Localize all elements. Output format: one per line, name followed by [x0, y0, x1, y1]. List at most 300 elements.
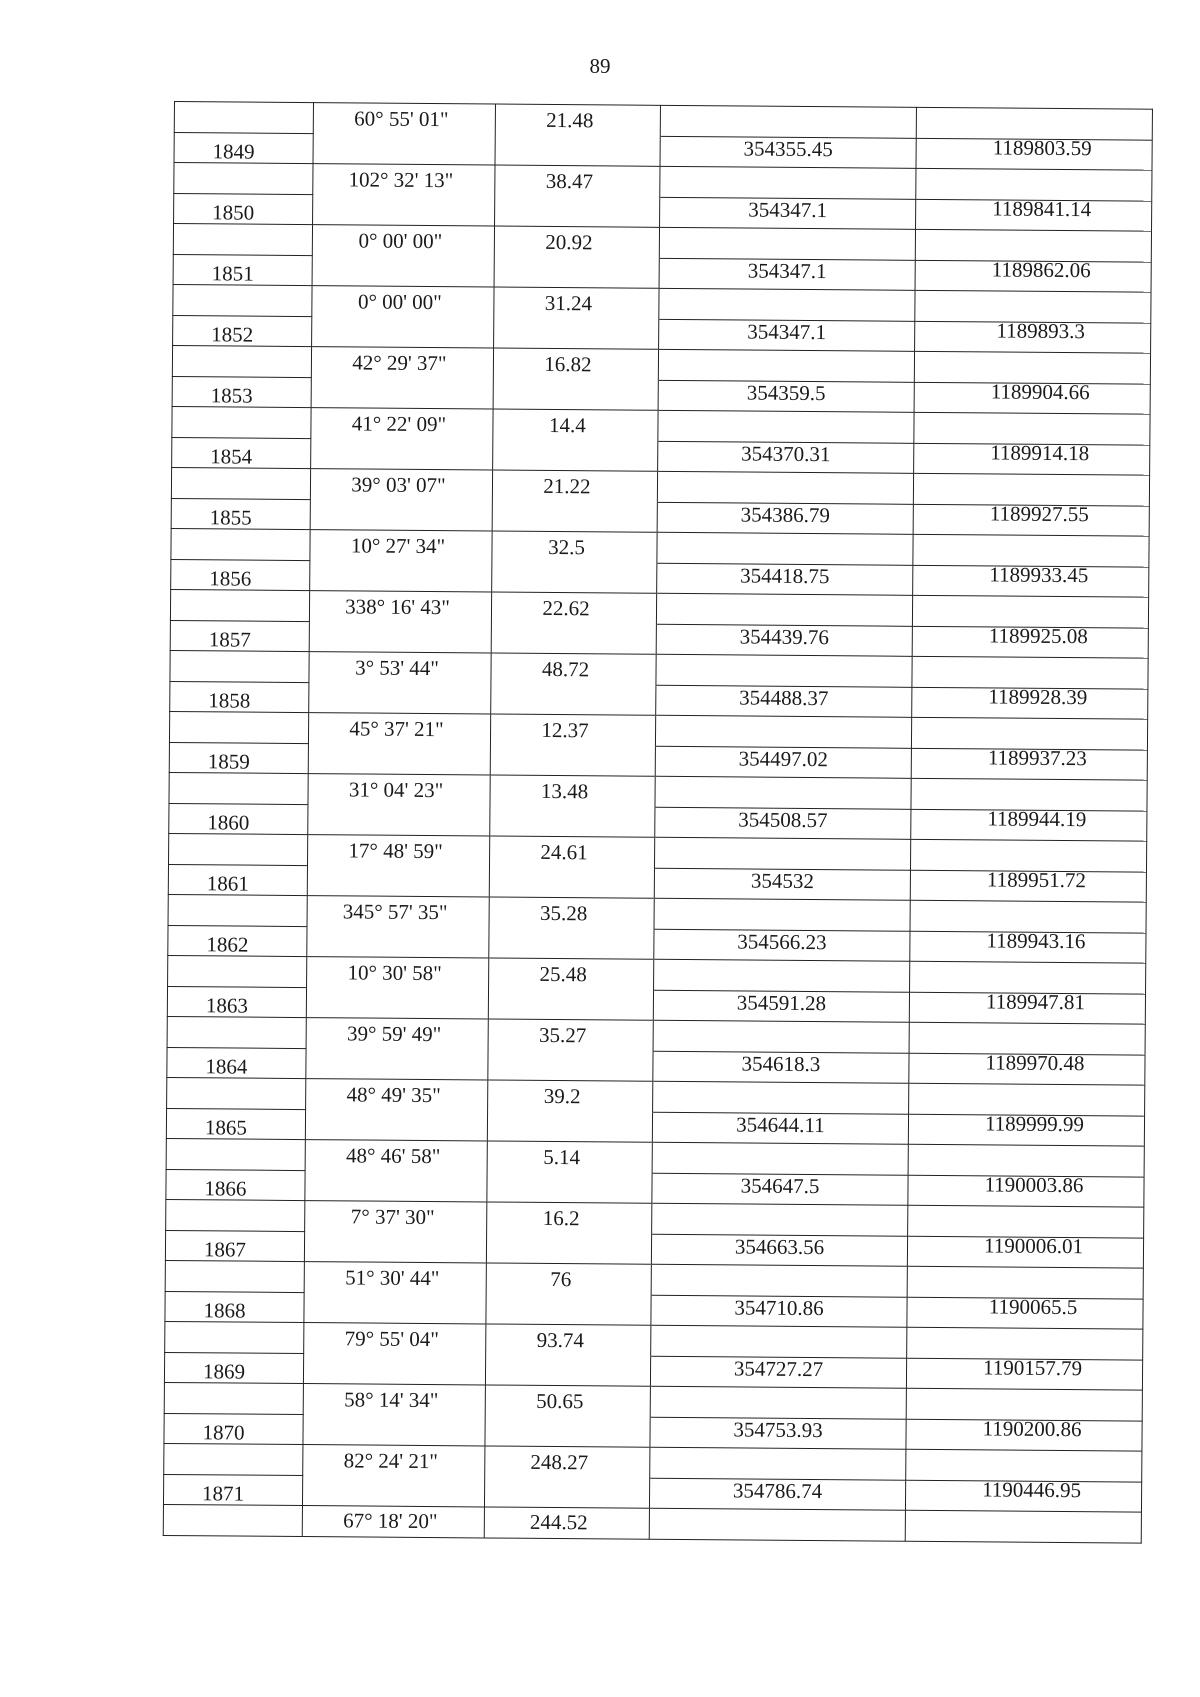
point-id-cell [164, 1352, 303, 1384]
distance-cell [494, 318, 659, 350]
point-id-cell [172, 376, 311, 408]
northing-cell [916, 196, 1152, 231]
northing-cell-text: 1190003.86 [984, 1172, 1084, 1197]
distance-cell [485, 1415, 650, 1447]
point-id-cell [173, 254, 312, 286]
point-id-cell [173, 315, 312, 347]
distance-cell [491, 623, 656, 655]
easting-cell [651, 1234, 907, 1267]
point-id-cell-text: 1866 [204, 1176, 247, 1201]
point-cell [173, 224, 312, 256]
easting-cell [653, 1081, 909, 1114]
northing-cell [915, 257, 1151, 292]
easting-cell [654, 898, 910, 931]
northing-cell [915, 318, 1151, 353]
bearing-cell-text: 338° 16' 43" [345, 593, 451, 619]
bearing-cell [304, 1323, 486, 1355]
easting-cell [653, 1020, 909, 1053]
bearing-cell [308, 804, 490, 836]
point-id-cell-text: 1864 [205, 1054, 248, 1079]
easting-cell-text: 354647.5 [740, 1173, 820, 1198]
easting-cell [654, 837, 910, 870]
easting-cell [650, 1356, 906, 1389]
easting-cell [655, 807, 911, 840]
easting-cell-text: 354488.37 [739, 685, 829, 710]
northing-cell-text: 1189999.99 [984, 1111, 1085, 1136]
point-id-cell-text: 1851 [211, 261, 254, 286]
easting-cell [651, 1325, 907, 1358]
point-id-cell-text: 1870 [202, 1420, 245, 1445]
bearing-cell [312, 286, 494, 318]
distance-cell-text: 31.24 [544, 290, 593, 315]
easting-cell-text: 354439.76 [739, 624, 830, 649]
northing-cell-text: 1190446.95 [982, 1477, 1082, 1502]
distance-cell [487, 1141, 652, 1173]
easting-cell-text: 354532 [750, 868, 814, 893]
point-id-cell-text: 1861 [206, 871, 249, 896]
point-cell [172, 406, 311, 438]
northing-cell [913, 501, 1149, 536]
easting-cell [656, 624, 912, 657]
distance-cell [488, 988, 653, 1020]
easting-cell [659, 227, 915, 260]
point-cell [165, 1260, 304, 1292]
easting-cell [660, 197, 916, 230]
bearing-cell [302, 1506, 484, 1538]
bearing-cell [310, 530, 492, 562]
northing-cell [909, 1050, 1145, 1085]
point-id-cell-text: 1867 [203, 1237, 247, 1262]
coordinate-table [163, 101, 1153, 1543]
easting-cell [660, 105, 916, 138]
point-cell [163, 1504, 302, 1536]
northing-cell-text: 1189862.06 [991, 257, 1091, 282]
bearing-cell [313, 164, 495, 196]
bearing-cell [306, 1079, 488, 1111]
point-cell [171, 528, 310, 560]
point-id-cell [168, 864, 307, 896]
distance-cell [492, 562, 657, 594]
northing-cell-text: 1190065.5 [988, 1294, 1078, 1319]
bearing-cell [312, 255, 494, 287]
bearing-cell-text: 60° 55' 01" [354, 105, 449, 131]
easting-cell [652, 1142, 908, 1175]
bearing-cell [310, 469, 492, 501]
point-cell [167, 1077, 306, 1109]
point-id-cell-text: 1854 [210, 444, 253, 469]
distance-cell [493, 379, 658, 411]
distance-cell-text: 50.65 [536, 1388, 584, 1413]
easting-cell [655, 746, 911, 779]
bearing-cell [308, 835, 490, 867]
distance-cell [493, 348, 658, 380]
easting-cell [660, 166, 916, 199]
distance-cell-text: 93.74 [536, 1327, 585, 1352]
distance-cell [490, 775, 655, 807]
bearing-cell-text: 42° 29' 37" [352, 349, 447, 375]
bearing-cell [310, 560, 492, 592]
bearing-cell-text: 345° 57' 35" [342, 898, 448, 924]
northing-cell-text: 1190157.79 [982, 1355, 1083, 1380]
easting-cell [655, 715, 911, 748]
easting-cell [649, 1508, 905, 1541]
bearing-cell [305, 1109, 487, 1141]
northing-cell [905, 1510, 1141, 1542]
distance-cell [493, 440, 658, 472]
bearing-cell-text: 82° 24' 21" [343, 1447, 439, 1473]
distance-cell-text: 5.14 [543, 1144, 581, 1169]
easting-cell-text: 354347.1 [747, 258, 827, 283]
easting-cell [650, 1447, 906, 1480]
point-id-cell-text: 1849 [212, 139, 255, 164]
easting-cell [654, 868, 910, 901]
bearing-cell-text: 17° 48' 59" [348, 837, 443, 863]
northing-cell-text: 1189944.19 [987, 806, 1087, 831]
point-id-cell-text: 1868 [203, 1298, 246, 1323]
bearing-cell [305, 1140, 487, 1172]
page-number: 89 [589, 54, 611, 78]
easting-cell [655, 776, 911, 809]
easting-cell-text: 354753.93 [733, 1417, 823, 1442]
distance-cell-text: 248.27 [530, 1449, 589, 1474]
easting-cell [657, 532, 913, 565]
easting-cell [652, 1203, 908, 1236]
distance-cell-text: 35.27 [538, 1022, 587, 1047]
point-cell [168, 894, 307, 926]
northing-cell [907, 1233, 1143, 1268]
bearing-cell [313, 103, 495, 135]
point-id-cell-text: 1869 [202, 1359, 246, 1384]
point-cell [170, 589, 309, 621]
distance-cell [487, 1110, 652, 1142]
distance-cell [489, 897, 654, 929]
easting-cell-text: 354591.28 [736, 990, 827, 1015]
bearing-cell-text: 7° 37' 30" [350, 1203, 435, 1229]
easting-cell-text: 354786.74 [732, 1478, 823, 1503]
distance-cell [495, 196, 660, 228]
bearing-cell-text: 102° 32' 13" [348, 166, 454, 192]
bearing-cell [303, 1384, 485, 1416]
point-id-cell-text: 1858 [208, 688, 251, 713]
bearing-cell [307, 957, 489, 989]
distance-cell [485, 1354, 650, 1386]
point-id-cell [166, 1108, 305, 1140]
point-id-cell-text: 1855 [209, 505, 252, 530]
easting-cell [657, 563, 913, 596]
distance-cell [486, 1293, 651, 1325]
distance-cell-text: 13.48 [540, 778, 589, 803]
survey-table-container [163, 101, 1152, 1543]
easting-cell-text: 354508.57 [738, 807, 828, 832]
northing-cell [916, 135, 1152, 170]
point-cell [169, 711, 308, 743]
bearing-cell [309, 621, 491, 653]
distance-cell [492, 501, 657, 533]
easting-cell [653, 990, 909, 1023]
bearing-cell [303, 1445, 485, 1477]
distance-cell [489, 927, 654, 959]
bearing-cell-text: 0° 00' 00" [357, 288, 442, 314]
bearing-cell [309, 682, 491, 714]
northing-cell [911, 806, 1147, 841]
northing-cell-text: 1189927.55 [989, 501, 1089, 526]
point-id-cell-text: 1859 [207, 749, 250, 774]
distance-cell [489, 958, 654, 990]
distance-cell [485, 1385, 650, 1417]
point-id-cell-text: 1862 [206, 932, 249, 957]
distance-cell [489, 836, 654, 868]
distance-cell [490, 714, 655, 746]
distance-cell [495, 104, 660, 136]
northing-cell [914, 440, 1150, 475]
northing-cell-text: 1190200.86 [982, 1416, 1082, 1441]
distance-cell-text: 25.48 [539, 961, 587, 986]
distance-cell [486, 1324, 651, 1356]
distance-cell [490, 745, 655, 777]
bearing-cell [310, 499, 492, 531]
bearing-cell-text: 3° 53' 44" [355, 654, 440, 680]
easting-cell [653, 1051, 909, 1084]
easting-cell-text: 354347.1 [747, 319, 827, 344]
distance-cell-text: 76 [550, 1266, 572, 1291]
point-id-cell-text: 1857 [208, 627, 251, 652]
point-cell [170, 650, 309, 682]
easting-cell [658, 380, 914, 413]
distance-cell [494, 257, 659, 289]
bearing-cell [307, 865, 489, 897]
northing-cell [906, 1355, 1142, 1390]
distance-cell [484, 1507, 649, 1539]
distance-cell [486, 1263, 651, 1295]
bearing-cell [309, 591, 491, 623]
point-id-cell [168, 925, 307, 957]
point-cell [168, 955, 307, 987]
point-id-cell [164, 1413, 303, 1445]
northing-cell-text: 1189893.3 [996, 318, 1086, 343]
distance-cell [488, 1049, 653, 1081]
bearing-cell-text: 67° 18' 20" [343, 1508, 438, 1534]
easting-cell-text: 354710.86 [734, 1295, 824, 1320]
easting-cell-text: 354497.02 [738, 746, 829, 771]
point-cell [164, 1443, 303, 1475]
bearing-cell [313, 133, 495, 165]
northing-cell-text: 1190006.01 [983, 1233, 1084, 1258]
easting-cell [654, 929, 910, 962]
point-id-cell [171, 498, 310, 530]
distance-cell [488, 1080, 653, 1112]
bearing-cell [313, 194, 495, 226]
bearing-cell-text: 10° 30' 58" [347, 959, 442, 985]
northing-cell [910, 867, 1146, 902]
point-id-cell [167, 1047, 306, 1079]
bearing-cell [307, 926, 489, 958]
bearing-cell [308, 713, 490, 745]
distance-cell [484, 1476, 649, 1508]
bearing-cell [306, 1048, 488, 1080]
easting-cell [658, 410, 914, 443]
northing-cell-text: 1189914.18 [990, 440, 1090, 465]
northing-cell [912, 684, 1148, 719]
bearing-cell-text: 51° 30' 44" [345, 1264, 440, 1290]
point-id-cell-text: 1860 [207, 810, 250, 835]
easting-cell-text: 354355.45 [743, 136, 833, 161]
distance-cell-text: 22.62 [542, 595, 590, 620]
northing-cell [914, 379, 1150, 414]
point-id-cell [174, 132, 313, 164]
distance-cell-text: 16.82 [544, 351, 592, 376]
distance-cell [490, 806, 655, 838]
northing-cell [908, 1172, 1144, 1207]
distance-cell-text: 35.28 [539, 900, 588, 925]
easting-cell [658, 349, 914, 382]
easting-cell [651, 1264, 907, 1297]
distance-cell-text: 32.5 [548, 534, 585, 559]
bearing-cell-text: 45° 37' 21" [349, 715, 444, 741]
point-id-cell-text: 1871 [201, 1481, 245, 1506]
bearing-cell [305, 1201, 487, 1233]
distance-cell-text: 16.2 [542, 1205, 580, 1230]
bearing-cell [306, 1018, 488, 1050]
point-cell [173, 284, 312, 316]
bearing-cell [308, 774, 490, 806]
easting-cell-text: 354418.75 [740, 563, 830, 588]
point-cell [169, 833, 308, 865]
point-id-cell [170, 620, 309, 652]
northing-cell [911, 745, 1147, 780]
leg-row [163, 1504, 1141, 1542]
northing-cell [909, 989, 1145, 1024]
distance-cell [492, 470, 657, 502]
distance-cell-text: 38.47 [545, 168, 594, 193]
point-cell [165, 1321, 304, 1353]
bearing-cell [306, 987, 488, 1019]
northing-cell-text: 1189841.14 [992, 196, 1092, 221]
northing-cell-text: 1189933.45 [989, 562, 1089, 587]
northing-cell-text: 1189943.16 [986, 928, 1086, 953]
point-cell [174, 163, 313, 195]
distance-cell-text: 12.37 [541, 717, 589, 742]
bearing-cell [307, 896, 489, 928]
bearing-cell [304, 1292, 486, 1324]
distance-cell [486, 1232, 651, 1264]
distance-cell-text: 39.2 [543, 1083, 581, 1108]
northing-cell-text: 1189951.72 [986, 867, 1086, 892]
northing-cell [906, 1416, 1142, 1451]
easting-cell [652, 1112, 908, 1145]
point-cell [172, 345, 311, 377]
distance-cell [494, 226, 659, 258]
easting-cell [651, 1295, 907, 1328]
easting-cell [657, 471, 913, 504]
bearing-cell [304, 1262, 486, 1294]
bearing-cell-text: 79° 55' 04" [344, 1325, 440, 1351]
point-id-cell [165, 1230, 304, 1262]
distance-cell-text: 244.52 [529, 1510, 588, 1535]
point-cell [164, 1382, 303, 1414]
distance-cell-text: 20.92 [545, 229, 593, 254]
easting-cell [649, 1478, 905, 1511]
easting-cell [659, 288, 915, 321]
point-id-cell [169, 742, 308, 774]
bearing-cell-text: 0° 00' 00" [358, 227, 443, 253]
easting-cell [659, 319, 915, 352]
point-id-cell-text: 1865 [204, 1115, 248, 1140]
distance-cell [489, 867, 654, 899]
bearing-cell [311, 408, 493, 440]
northing-cell [910, 928, 1146, 963]
easting-cell-text: 354644.11 [736, 1112, 825, 1137]
northing-cell-text: 1189937.23 [987, 745, 1087, 770]
point-cell [171, 467, 310, 499]
distance-cell-text: 24.61 [540, 839, 588, 864]
distance-cell-text: 48.72 [541, 656, 590, 681]
distance-cell [493, 409, 658, 441]
bearing-cell [308, 743, 490, 775]
bearing-cell-text: 31° 04' 23" [348, 776, 444, 802]
easting-cell-text: 354386.79 [740, 502, 830, 527]
northing-cell [905, 1477, 1141, 1512]
easting-cell [654, 959, 910, 992]
distance-cell [487, 1171, 652, 1203]
easting-cell [660, 136, 916, 169]
point-id-cell [163, 1474, 302, 1506]
northing-cell-text: 1189925.08 [988, 623, 1088, 648]
point-id-cell [174, 193, 313, 225]
easting-cell-text: 354359.5 [746, 380, 826, 405]
coordinate-table-body [163, 102, 1152, 1543]
bearing-cell [312, 316, 494, 348]
northing-cell-text: 1189904.66 [990, 379, 1090, 404]
northing-cell-text: 1189928.39 [988, 684, 1088, 709]
point-cell [166, 1138, 305, 1170]
point-id-cell [172, 437, 311, 469]
distance-cell [494, 287, 659, 319]
bearing-cell-text: 58° 14' 34" [344, 1386, 439, 1412]
easting-cell-text: 354727.27 [733, 1356, 824, 1381]
easting-cell [656, 685, 912, 718]
northing-cell [912, 623, 1148, 658]
distance-cell [495, 135, 660, 167]
easting-cell-text: 354618.3 [741, 1051, 821, 1076]
easting-cell-text: 354347.1 [748, 197, 828, 222]
distance-cell-text: 14.4 [549, 412, 586, 437]
bearing-cell-text: 48° 46' 58" [345, 1142, 441, 1168]
easting-cell [657, 502, 913, 535]
easting-cell [652, 1173, 908, 1206]
bearing-cell-text: 10° 27' 34" [350, 532, 446, 558]
point-id-cell [165, 1291, 304, 1323]
distance-cell [487, 1202, 652, 1234]
bearing-cell-text: 39° 59' 49" [346, 1020, 442, 1046]
easting-cell [656, 654, 912, 687]
northing-cell-text: 1189970.48 [985, 1050, 1085, 1075]
bearing-cell [303, 1353, 485, 1385]
bearing-cell-text: 39° 03' 07" [351, 471, 446, 497]
bearing-cell [311, 438, 493, 470]
easting-cell [659, 258, 915, 291]
point-id-cell-text: 1852 [211, 322, 254, 347]
point-id-cell [166, 1169, 305, 1201]
northing-cell [913, 562, 1149, 597]
distance-cell [492, 531, 657, 563]
easting-cell [650, 1417, 906, 1450]
easting-cell [658, 441, 914, 474]
point-id-cell-text: 1856 [209, 566, 252, 591]
easting-cell-text: 354663.56 [734, 1234, 825, 1259]
bearing-cell [311, 377, 493, 409]
bearing-cell-text: 48° 49' 35" [346, 1081, 441, 1107]
point-id-cell [170, 681, 309, 713]
